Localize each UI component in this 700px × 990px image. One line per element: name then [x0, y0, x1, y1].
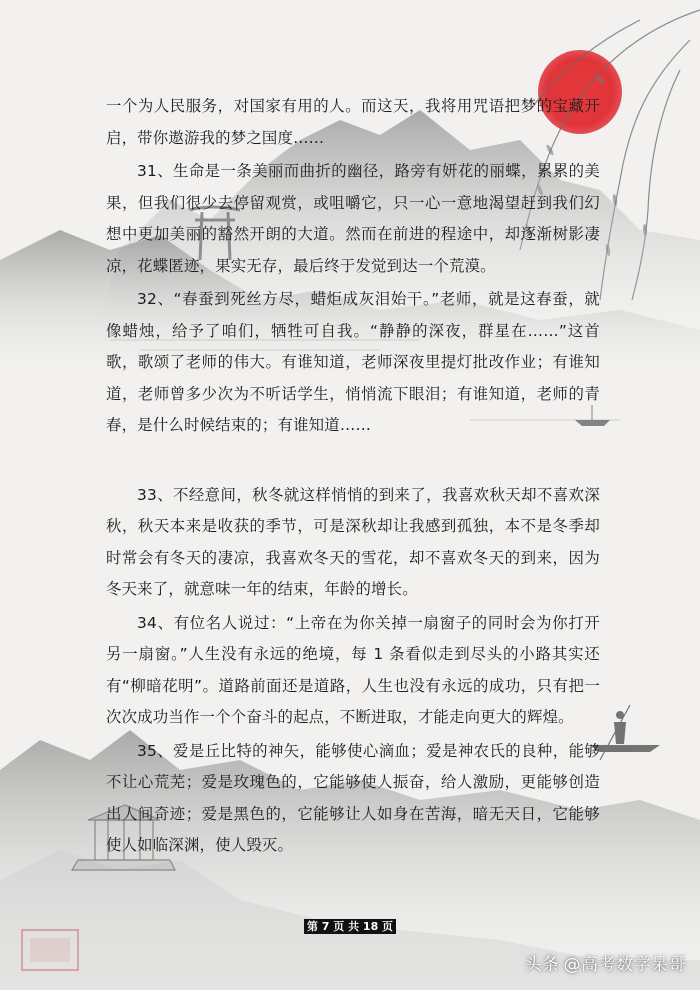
watermark-logo-text: 头条 [524, 955, 560, 975]
page-number-label: 第 7 页 共 18 页 [304, 919, 396, 934]
page-footer [0, 918, 700, 934]
watermark-handle: @高考数学呆哥 [563, 955, 686, 975]
paragraph-intro-continued: 一个为人民服务，对国家有用的人。而这天，我将用咒语把梦的宝藏开启，带你遨游我的梦之国度…… [106, 97, 600, 147]
paragraph-gap [106, 444, 600, 480]
paragraph-33: 33、不经意间，秋冬就这样悄悄的到来了，我喜欢秋天却不喜欢深秋，秋天本来是收获的季节，可是深秋却让我感到孤独，本不是冬季却时常会有冬天的凄凉，我喜欢冬天的雪花，却不喜欢冬天的到来，因为冬天来了，就意味一年的结束，年龄的增长。 [106, 485, 600, 598]
source-watermark [525, 950, 687, 975]
paragraph-35: 35、爱是丘比特的神矢，能够使心滴血；爱是神农氏的良种，能够不让心荒芜；爱是玫瑰色的，它能够使人振奋，给人激励，更能够创造出人间奇迹；爱是黑色的，它能够让人如身在苦海，暗无天日，它能够使人如临深渊，使人毁灭。 [106, 741, 600, 854]
article-body [106, 91, 600, 864]
paragraph-31: 31、生命是一条美丽而曲折的幽径，路旁有妍花的丽蝶，累累的美果，但我们很少去停留观赏，或咀嚼它，只一心一意地渴望赶到我们幻想中更加美丽的豁然开朗的大道。然而在前进的程途中，却逐渐树影凄凉，花蝶匿迹，果实无存，最后终于发觉到达一个荒漠。 [106, 162, 600, 275]
boat-with-figure [590, 705, 660, 760]
paragraph-32: 32、“春蚕到死丝方尽，蜡炬成灰泪始干。”老师，就是这春蚕，就像蜡烛，给予了咱们，牺牲可自我。“静静的深夜，群星在……”这首歌，歌颂了老师的伟大。有谁知道，老师深夜里提灯批改作业；有谁知道，老师曾多少次为不听话学生，悄悄流下眼泪；有谁知道，老师的青春，是什么时候结束的；有谁知道…… [106, 290, 600, 434]
paragraph-34: 34、有位名人说过：“上帝在为你关掉一扇窗子的同时会为你打开另一扇窗。”人生没有永远的绝境，每 1 条看似走到尽头的小路其实还有“柳暗花明”。道路前面还是道路，人生也没有永远的成功，只有把一次次成功当作一个个奋斗的起点，不断进取，才能走向更大的辉煌。 [106, 613, 600, 726]
